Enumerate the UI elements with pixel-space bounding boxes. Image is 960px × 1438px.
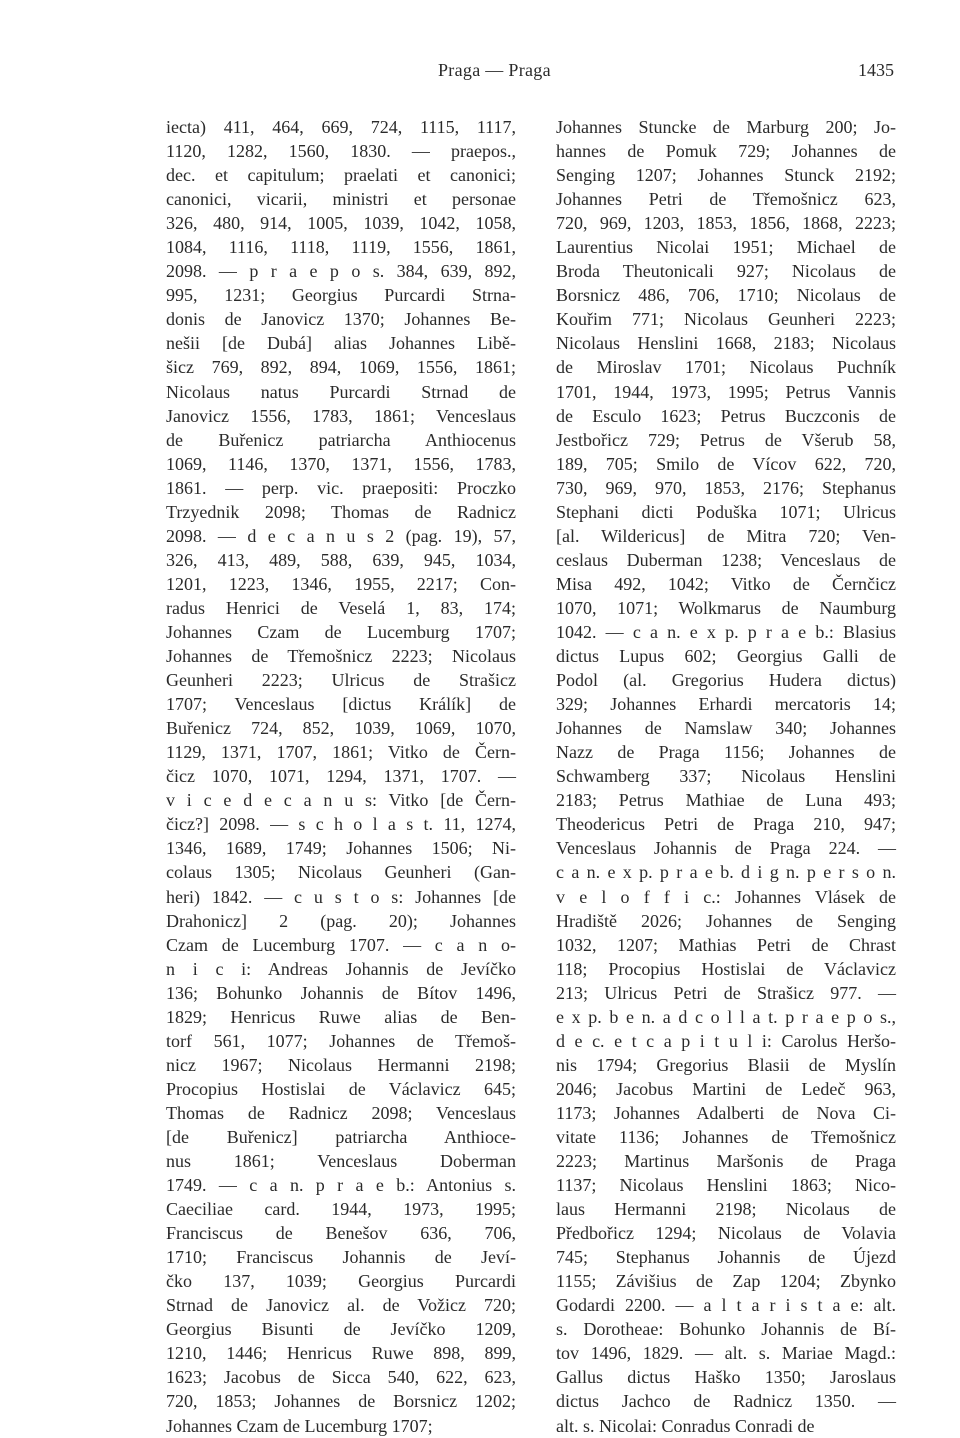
text-line: torf 561, 1077; Johannes de Třemoš- xyxy=(166,1030,516,1051)
text-line: šicz 769, 892, 894, 1069, 1556, 1861; xyxy=(166,357,516,378)
text-line: Theodericus Petri de Praga 210, 947; xyxy=(556,814,896,835)
text-line: s. Dorotheae: Bohunko Johannis de Bí- xyxy=(556,1319,896,1340)
text-line: alt. s. Nicolai: Conradus Conradi de xyxy=(556,1415,815,1436)
text-line: 329; Johannes Erhardi mercatoris 14; xyxy=(556,694,896,715)
text-line: [de Buřenicz] patriarcha Anthioce- xyxy=(166,1126,516,1147)
text-line: 1701, 1944, 1973, 1995; Petrus Vannis xyxy=(556,381,896,402)
text-line: Franciscus de Benešov 636, 706, xyxy=(166,1223,516,1244)
text-line: v i c e d e c a n u s: Vitko [de Čern- xyxy=(166,790,516,811)
text-line: e x p. b e n. a d c o l l a t. p r a e p o s., xyxy=(556,1006,896,1027)
text-line: 1861. — perp. vic. praepositi: Proczko xyxy=(166,477,516,498)
text-line: Johannes Czam de Lucemburg 1707; xyxy=(166,621,516,642)
text-line: heri) 1842. — c u s t o s: Johannes [de xyxy=(166,886,516,907)
text-line: dictus Jachco de Radnicz 1350. — xyxy=(556,1391,896,1412)
text-line: nešii [de Dubá] alias Johannes Libě- xyxy=(166,333,516,354)
text-line: radus Henrici de Veselá 1, 83, 174; xyxy=(166,597,516,618)
text-line: Johannes de Třemošnicz 2223; Nicolaus xyxy=(166,646,516,667)
text-line: Nicolaus Henslini 1668, 2183; Nicolaus xyxy=(556,333,896,354)
text-line: 326, 413, 489, 588, 639, 945, 1034, xyxy=(166,549,516,570)
text-line: 1710; Franciscus Johannis de Jeví- xyxy=(166,1247,516,1268)
text-line: Geunheri 2223; Ulricus de Strašicz xyxy=(166,670,516,691)
text-line: 1707; Venceslaus [dictus Králík] de xyxy=(166,694,516,715)
text-line: nis 1794; Gregorius Blasii de Myslín xyxy=(556,1054,896,1075)
text-line: Nicolaus natus Purcardi Strnad de xyxy=(166,381,516,402)
text-line: Strnad de Janovicz al. de Vožicz 720; xyxy=(166,1295,516,1316)
text-line: de Buřenicz patriarcha Anthiocenus xyxy=(166,429,516,450)
text-line: Podol (al. Gregorius Hudera dictus) xyxy=(556,670,896,691)
text-line: 213; Ulricus Petri de Strašicz 977. — xyxy=(556,982,896,1003)
text-line: Trzyednik 2098; Thomas de Radnicz xyxy=(166,501,516,522)
page-number: 1435 xyxy=(858,60,894,80)
text-line: Buřenicz 724, 852, 1039, 1069, 1070, xyxy=(166,718,516,739)
text-line: Předbořicz 1294; Nicolaus de Volavia xyxy=(556,1223,896,1244)
text-line: nicz 1967; Nicolaus Hermanni 2198; xyxy=(166,1054,516,1075)
text-line: 1749. — c a n. p r a e b.: Antonius s. xyxy=(166,1175,516,1196)
running-title: Praga — Praga xyxy=(438,60,551,80)
text-line: 1120, 1282, 1560, 1830. — praepos., xyxy=(166,141,516,162)
text-line: d e c. e t c a p i t u l i: Carolus Heršo- xyxy=(556,1030,896,1051)
text-line: 730, 969, 970, 1853, 2176; Stephanus xyxy=(556,477,896,498)
text-line: Nazz de Praga 1156; Johannes de xyxy=(556,742,896,763)
text-line: Caeciliae card. 1944, 1973, 1995; xyxy=(166,1199,516,1220)
text-line: de Esculo 1623; Petrus Buczconis de xyxy=(556,405,896,426)
text-line: dictus Lupus 602; Georgius Galli de xyxy=(556,646,896,667)
text-line: v e l o f f i c.: Johannes Vlásek de xyxy=(556,886,896,907)
text-line: čicz 1070, 1071, 1294, 1371, 1707. — xyxy=(166,766,516,787)
text-line: Broda Theutonicali 927; Nicolaus de xyxy=(556,261,896,282)
text-line: tov 1496, 1829. — alt. s. Mariae Magd.: xyxy=(556,1343,896,1364)
text-line: 189, 705; Smilo de Vícov 622, 720, xyxy=(556,453,896,474)
text-line: 720, 1853; Johannes de Borsnicz 1202; xyxy=(166,1391,516,1412)
text-line: ceslaus Duberman 1238; Venceslaus de xyxy=(556,549,896,570)
text-line: 1346, 1689, 1749; Johannes 1506; Ni- xyxy=(166,838,516,859)
text-line: Georgius Bisunti de Jevíčko 1209, xyxy=(166,1319,516,1340)
text-line: 995, 1231; Georgius Purcardi Strna- xyxy=(166,285,516,306)
text-line: 1155; Závišius de Zap 1204; Zbynko xyxy=(556,1271,896,1292)
text-line: n i c i: Andreas Johannis de Jevíčko xyxy=(166,958,516,979)
text-line: Schwamberg 337; Nicolaus Henslini xyxy=(556,766,896,787)
text-line: Czam de Lucemburg 1707. — c a n o- xyxy=(166,934,516,955)
text-line: 1070, 1071; Wolkmarus de Naumburg xyxy=(556,597,896,618)
text-line: 1032, 1207; Mathias Petri de Chrast xyxy=(556,934,896,955)
text-line: [al. Wildericus] de Mitra 720; Ven- xyxy=(556,525,896,546)
text-line: Stephani dicti Poduška 1071; Ulricus xyxy=(556,501,896,522)
text-line: 2098. — d e c a n u s 2 (pag. 19), 57, xyxy=(166,525,516,546)
text-line: 1173; Johannes Adalberti de Nova Ci- xyxy=(556,1102,896,1123)
text-line: Borsnicz 486, 706, 1710; Nicolaus de xyxy=(556,285,896,306)
text-line: Drahonicz] 2 (pag. 20); Johannes xyxy=(166,910,516,931)
text-line: Thomas de Radnicz 2098; Venceslaus xyxy=(166,1102,516,1123)
text-line: Laurentius Nicolai 1951; Michael de xyxy=(556,237,896,258)
text-line: 1042. — c a n. e x p. p r a e b.: Blasius xyxy=(556,621,896,642)
text-line: 1210, 1446; Henricus Ruwe 898, 899, xyxy=(166,1343,516,1364)
text-line: colaus 1305; Nicolaus Geunheri (Gan- xyxy=(166,862,516,883)
text-line: 1137; Nicolaus Henslini 1863; Nico- xyxy=(556,1175,896,1196)
text-line: 118; Procopius Hostislai de Václavicz xyxy=(556,958,896,979)
text-line: 720, 969, 1203, 1853, 1856, 1868, 2223; xyxy=(556,213,896,234)
running-head xyxy=(0,60,960,90)
text-line: Hradiště 2026; Johannes de Senging xyxy=(556,910,896,931)
text-line: 1829; Henricus Ruwe alias de Ben- xyxy=(166,1006,516,1027)
text-line: nus 1861; Venceslaus Doberman xyxy=(166,1151,516,1172)
text-line: 1084, 1116, 1118, 1119, 1556, 1861, xyxy=(166,237,516,258)
text-line: Venceslaus Johannis de Praga 224. — xyxy=(556,838,896,859)
text-line: vitate 1136; Johannes de Třemošnicz xyxy=(556,1126,896,1147)
text-line: Johannes de Namslaw 340; Johannes xyxy=(556,718,896,739)
text-line: Johannes Petri de Třemošnicz 623, xyxy=(556,189,896,210)
text-line: 2223; Martinus Maršonis de Praga xyxy=(556,1151,896,1172)
text-line: Johannes Czam de Lucemburg 1707; xyxy=(166,1415,433,1436)
text-line: 2098. — p r a e p o s. 384, 639, 892, xyxy=(166,261,516,282)
text-line: 136; Bohunko Johannis de Bítov 1496, xyxy=(166,982,516,1003)
text-line: Johannes Stuncke de Marburg 200; Jo- xyxy=(556,117,896,137)
text-line: 1201, 1223, 1346, 1955, 2217; Con- xyxy=(166,573,516,594)
text-line: Jestbořicz 729; Petrus de Všerub 58, xyxy=(556,429,896,450)
text-line: čko 137, 1039; Georgius Purcardi xyxy=(166,1271,516,1292)
left-column xyxy=(166,115,516,1438)
text-line: laus Hermanni 2198; Nicolaus de xyxy=(556,1199,896,1220)
text-line: canonici, vicarii, ministri et personae xyxy=(166,189,516,210)
text-line: hannes de Pomuk 729; Johannes de xyxy=(556,141,896,162)
text-line: c a n. e x p. p r a e b. d i g n. p e r s o n. xyxy=(556,862,896,883)
text-line: dec. et capitulum; praelati et canonici; xyxy=(166,165,516,186)
text-line: 745; Stephanus Johannis de Újezd xyxy=(556,1247,896,1268)
text-line: de Miroslav 1701; Nicolaus Puchník xyxy=(556,357,896,378)
text-line: iecta) 411, 464, 669, 724, 1115, 1117, xyxy=(166,117,516,137)
text-line: 2046; Jacobus Martini de Ledeč 963, xyxy=(556,1078,896,1099)
text-line: Misa 492, 1042; Vitko de Černčicz xyxy=(556,573,896,594)
text-line: 1129, 1371, 1707, 1861; Vitko de Čern- xyxy=(166,742,516,763)
text-line: donis de Janovicz 1370; Johannes Be- xyxy=(166,309,516,330)
text-line: 2183; Petrus Mathiae de Luna 493; xyxy=(556,790,896,811)
text-line: Janovicz 1556, 1783, 1861; Venceslaus xyxy=(166,405,516,426)
text-line: 1069, 1146, 1370, 1371, 1556, 1783, xyxy=(166,453,516,474)
text-line: čicz?] 2098. — s c h o l a s t. 11, 1274, xyxy=(166,814,516,835)
text-line: Godardi 2200. — a l t a r i s t a e: alt. xyxy=(556,1295,896,1316)
text-line: 1623; Jacobus de Sicca 540, 622, 623, xyxy=(166,1367,516,1388)
text-line: Gallus dictus Haško 1350; Jaroslaus xyxy=(556,1367,896,1388)
text-line: Kouřim 771; Nicolaus Geunheri 2223; xyxy=(556,309,896,330)
text-line: Procopius Hostislai de Václavicz 645; xyxy=(166,1078,516,1099)
text-line: 326, 480, 914, 1005, 1039, 1042, 1058, xyxy=(166,213,516,234)
right-column xyxy=(556,115,896,1438)
text-line: Senging 1207; Johannes Stunck 2192; xyxy=(556,165,896,186)
